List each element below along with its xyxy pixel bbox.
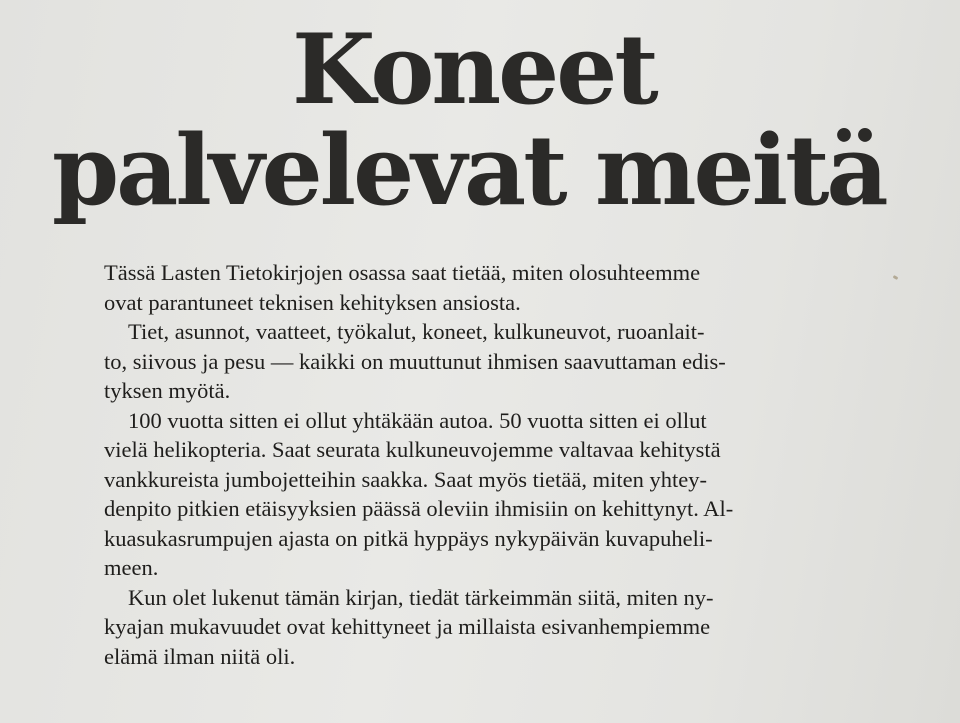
paragraph-2 xyxy=(104,317,864,406)
body-text xyxy=(104,258,864,671)
text-line: tyksen myötä. xyxy=(104,378,231,403)
text-line: ovat parantuneet teknisen kehityksen ansiosta. xyxy=(104,289,521,315)
text-line: Tässä Lasten Tietokirjojen osassa saat tietää, miten olosuhteemme xyxy=(104,260,701,285)
text-line: meen. xyxy=(104,555,159,580)
text-line: to, siivous ja pesu — kaikki on muuttunut ihmisen saavuttaman edis- xyxy=(104,348,726,374)
text-line: vankkureista jumbojetteihin saakka. Saat myös tietää, miten yhtey- xyxy=(104,466,707,492)
text-line: kuasukasrumpujen ajasta on pitkä hyppäys nykypäivän kuvapuheli- xyxy=(104,525,713,551)
page-title-line-2: palvelevat meitä xyxy=(52,114,886,227)
page-title-line-1: Koneet xyxy=(292,13,656,126)
text-line: elämä ilman niitä oli. xyxy=(104,643,296,669)
text-line: denpito pitkien etäisyyksien päässä oleviin ihmisiin on kehittynyt. Al- xyxy=(104,496,734,521)
paragraph-4 xyxy=(104,583,864,672)
text-line: 100 vuotta sitten ei ollut yhtäkään autoa. 50 vuotta sitten ei ollut xyxy=(128,407,707,433)
paragraph-3 xyxy=(104,406,864,583)
paper-speck xyxy=(893,275,899,280)
text-line: vielä helikopteria. Saat seurata kulkuneuvojemme valtavaa kehitystä xyxy=(104,437,721,462)
paragraph-1 xyxy=(104,258,864,317)
text-line: kyajan mukavuudet ovat kehittyneet ja millaista esivanhempiemme xyxy=(104,614,711,639)
text-line: Kun olet lukenut tämän kirjan, tiedät tärkeimmän siitä, miten ny- xyxy=(128,584,714,610)
text-line: Tiet, asunnot, vaatteet, työkalut, koneet, kulkuneuvot, ruoanlait- xyxy=(128,319,705,344)
